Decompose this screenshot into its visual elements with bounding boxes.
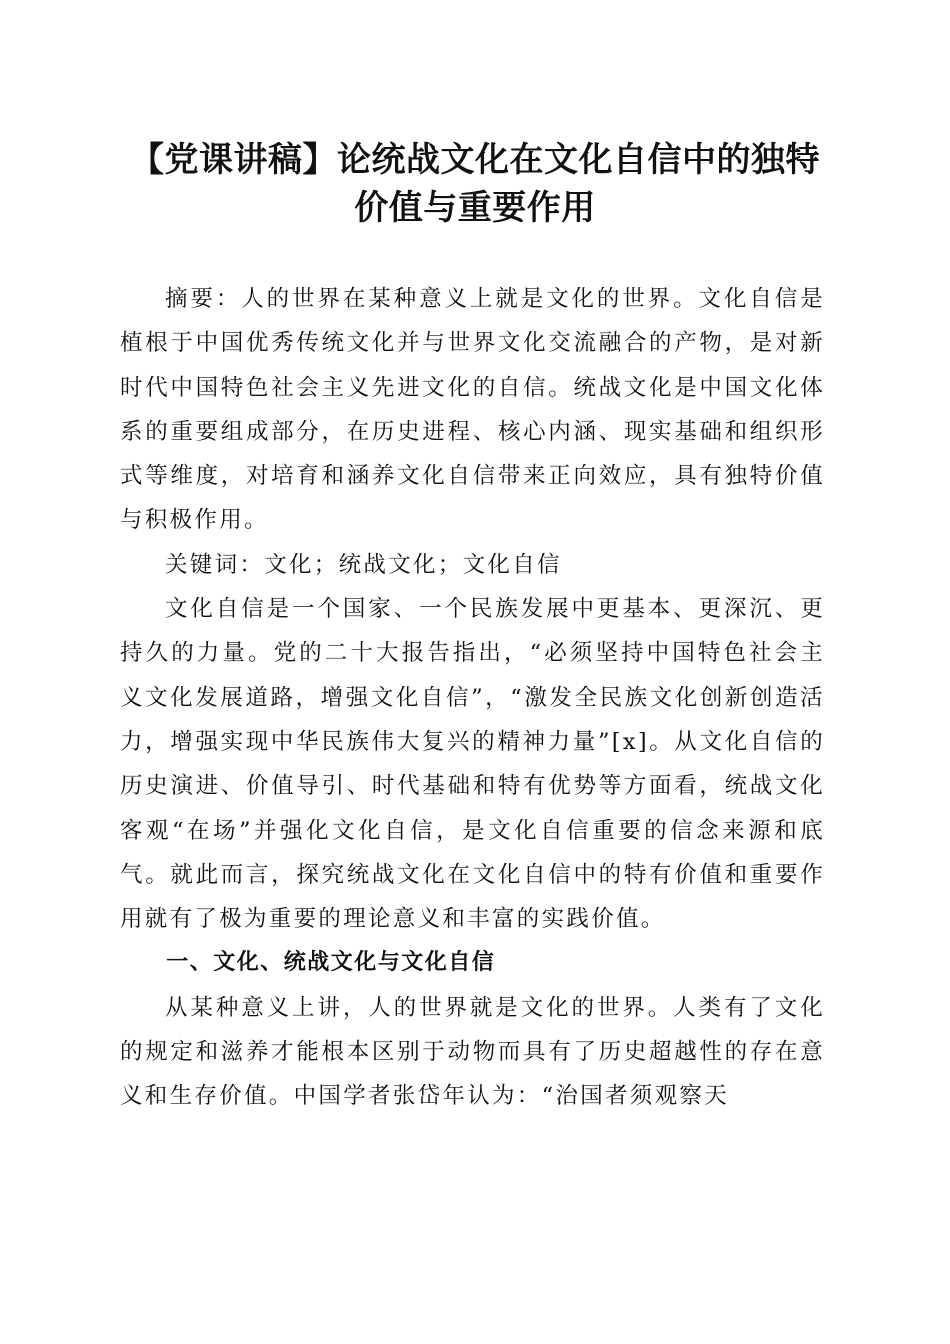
- document-body: [120, 277, 825, 1119]
- intro-paragraph: 文化自信是一个国家、一个民族发展中更基本、更深沉、更持久的力量。党的二十大报告指出，“必须坚持中国特色社会主义文化发展道路，增强文化自信”，“激发全民族文化创新创造活力，增强实现中华民族伟大复兴的精神力量”[x]。从文化自信的历史演进、价值导引、时代基础和特有优势等方面看，统战文化客观“在场”并强化文化自信，是文化自信重要的信念来源和底气。就此而言，探究统战文化在文化自信中的特有价值和重要作用就有了极为重要的理论意义和丰富的实践价值。: [120, 596, 825, 933]
- document-title: [100, 136, 850, 232]
- title-line-1: 【党课讲稿】论统战文化在文化自信中的独特: [130, 140, 820, 180]
- title-line-2: 价值与重要作用: [354, 188, 596, 228]
- section-paragraph: 从某种意义上讲，人的世界就是文化的世界。人类有了文化的规定和滋养才能根本区别于动物而具有了历史超越性的存在意义和生存价值。中国学者张岱年认为：“治国者须观察天: [120, 994, 825, 1110]
- section-heading: 一、文化、统战文化与文化自信: [166, 950, 496, 976]
- abstract-paragraph: 摘要：人的世界在某种意义上就是文化的世界。文化自信是植根于中国优秀传统文化并与世界文化交流融合的产物，是对新时代中国特色社会主义先进文化的自信。统战文化是中国文化体系的重要组成部分，在历史进程、核心内涵、现实基础和组织形式等维度，对培育和涵养文化自信带来正向效应，具有独特价值与积极作用。: [120, 286, 825, 534]
- keywords-paragraph: 关键词：文化；统战文化；文化自信: [165, 551, 562, 578]
